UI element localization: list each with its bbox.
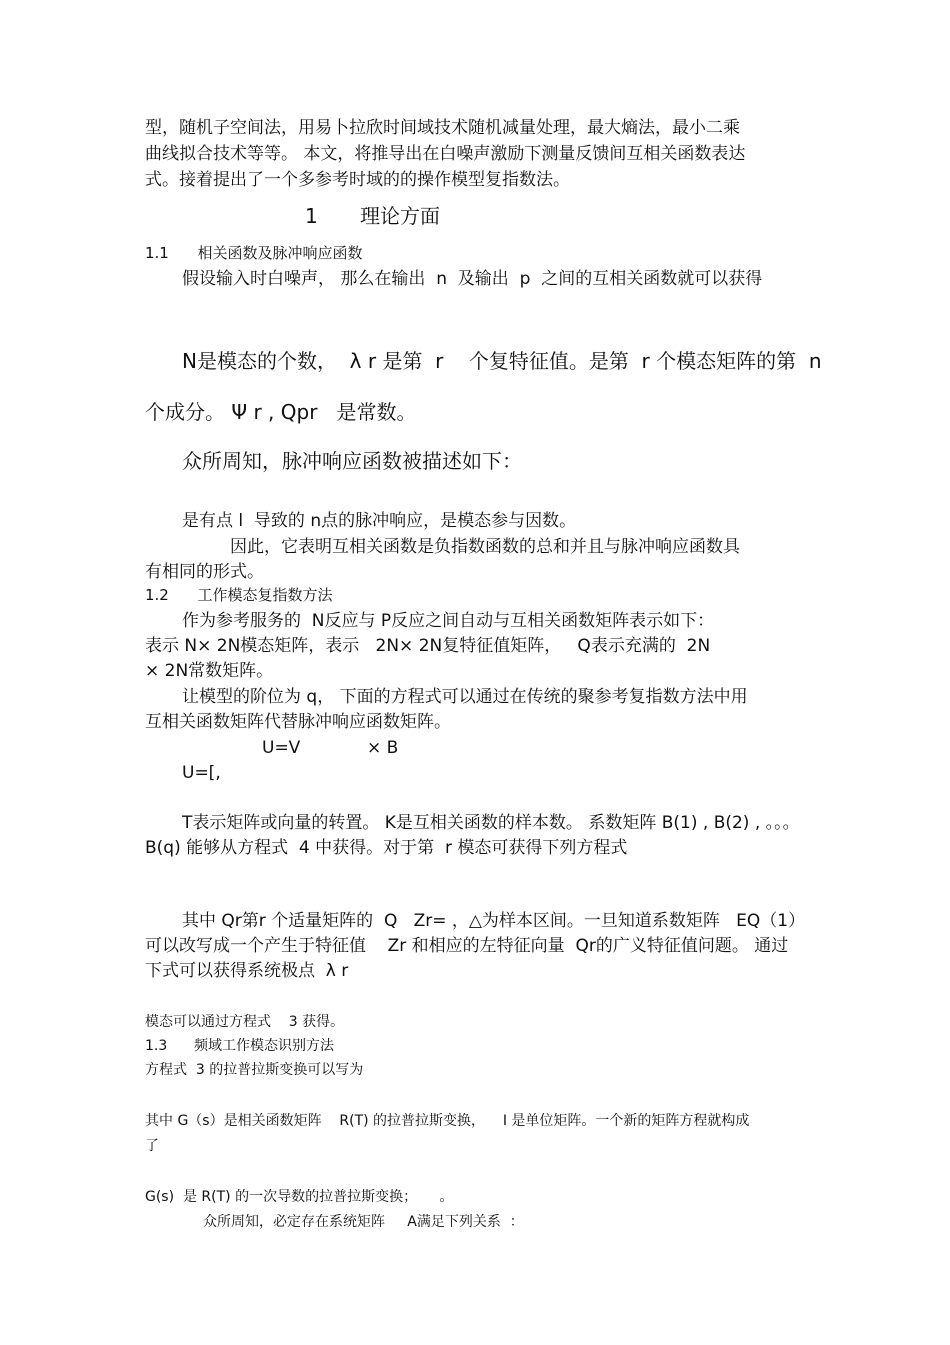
s1-2-paragraph-6: T表示矩阵或向量的转置。 K是互相关函数的样本数。 系数矩阵 B(1) , B(2) , 。。。 [182,813,800,833]
section-1-title: 理论方面 [360,204,440,228]
s1-1-paragraph-6: 因此，它表明互相关函数是负指数函数的总和并且与脉冲响应函数具 [230,537,740,557]
intro-line-1: 型，随机子空间法，用易卜拉欣时间域技术随机减量处理，最大熵法，最小二乘 [145,118,740,138]
heading-1-1: 1.1 相关函数及脉冲响应函数 [145,244,363,262]
s1-1-paragraph-7: 有相同的形式。 [145,562,264,582]
intro-line-2: 曲线拟合技术等等。 本文，将推导出在白噪声激励下测量反馈间互相关函数表达 [145,144,746,164]
s1-2-paragraph-7: B(q) 能够从方程式 4 中获得。对于第 r 模态可获得下列方程式 [145,838,628,858]
s1-1-paragraph-4: 众所周知，脉冲响应函数被描述如下： [182,449,522,473]
s1-2-paragraph-3: × 2N常数矩阵。 [145,661,274,681]
s1-1-paragraph-2: N是模态的个数， λ r 是第 r 个复特征值。是第 r 个模态矩阵的第 n [182,349,822,373]
s1-1-paragraph-3: 个成分。 Ψ r , Qpr 是常数。 [145,400,417,424]
s1-3-paragraph-2: 其中 G（s）是相关函数矩阵 R(T) 的拉普拉斯变换， I 是单位矩阵。一个新的矩阵方程就构成 [145,1113,750,1129]
s1-2-paragraph-10: 下式可以获得系统极点 λ r [145,961,349,981]
s1-1-paragraph-5: 是有点 l 导致的 n点的脉冲响应，是模态参与因数。 [182,511,577,531]
s1-3-paragraph-5: 众所周知，必定存在系统矩阵 A满足下列关系 ： [203,1214,524,1230]
equation-times-b: × B [367,738,399,758]
s1-2-paragraph-11: 模态可以通过方程式 3 获得。 [145,1014,345,1030]
s1-3-paragraph-4: G(s) 是 R(T) 的一次导数的拉普拉斯变换； 。 [145,1189,454,1205]
section-1-number: 1 [305,204,318,228]
s1-2-paragraph-8: 其中 Qr第r 个适量矩阵的 Q Zr= ，△为样本区间。一旦知道系数矩阵 EQ（1） [182,911,806,931]
s1-1-paragraph-1: 假设输入时白噪声， 那么在输出 n 及输出 p 之间的互相关函数就可以获得 [182,269,763,289]
intro-line-3: 式。接着提出了一个多参考时域的的操作模型复指数法。 [145,170,570,190]
s1-2-paragraph-4: 让模型的阶位为 q， 下面的方程式可以通过在传统的聚参考复指数方法中用 [182,687,748,707]
s1-2-paragraph-2: 表示 N× 2N模态矩阵，表示 2N× 2N复特征值矩阵， Q表示充满的 2N [145,636,711,656]
heading-1-2: 1.2 工作模态复指数方法 [145,586,333,604]
s1-3-paragraph-1: 方程式 3 的拉普拉斯变换可以写为 [145,1062,364,1078]
s1-2-paragraph-9: 可以改写成一个产生于特征值 Zr 和相应的左特征向量 Qr的广义特征值问题。 通过 [145,936,789,956]
s1-2-paragraph-1: 作为参考服务的 N反应与 P反应之间自动与互相关函数矩阵表示如下： [182,611,715,631]
equation-u-matrix: U=[, [182,763,221,783]
s1-3-paragraph-3: 了 [145,1138,159,1154]
heading-1-3: 1.3 频域工作模态识别方法 [145,1038,334,1054]
s1-2-paragraph-5: 互相关函数矩阵代替脉冲响应函数矩阵。 [145,712,451,732]
equation-u-v: U=V [262,738,301,758]
